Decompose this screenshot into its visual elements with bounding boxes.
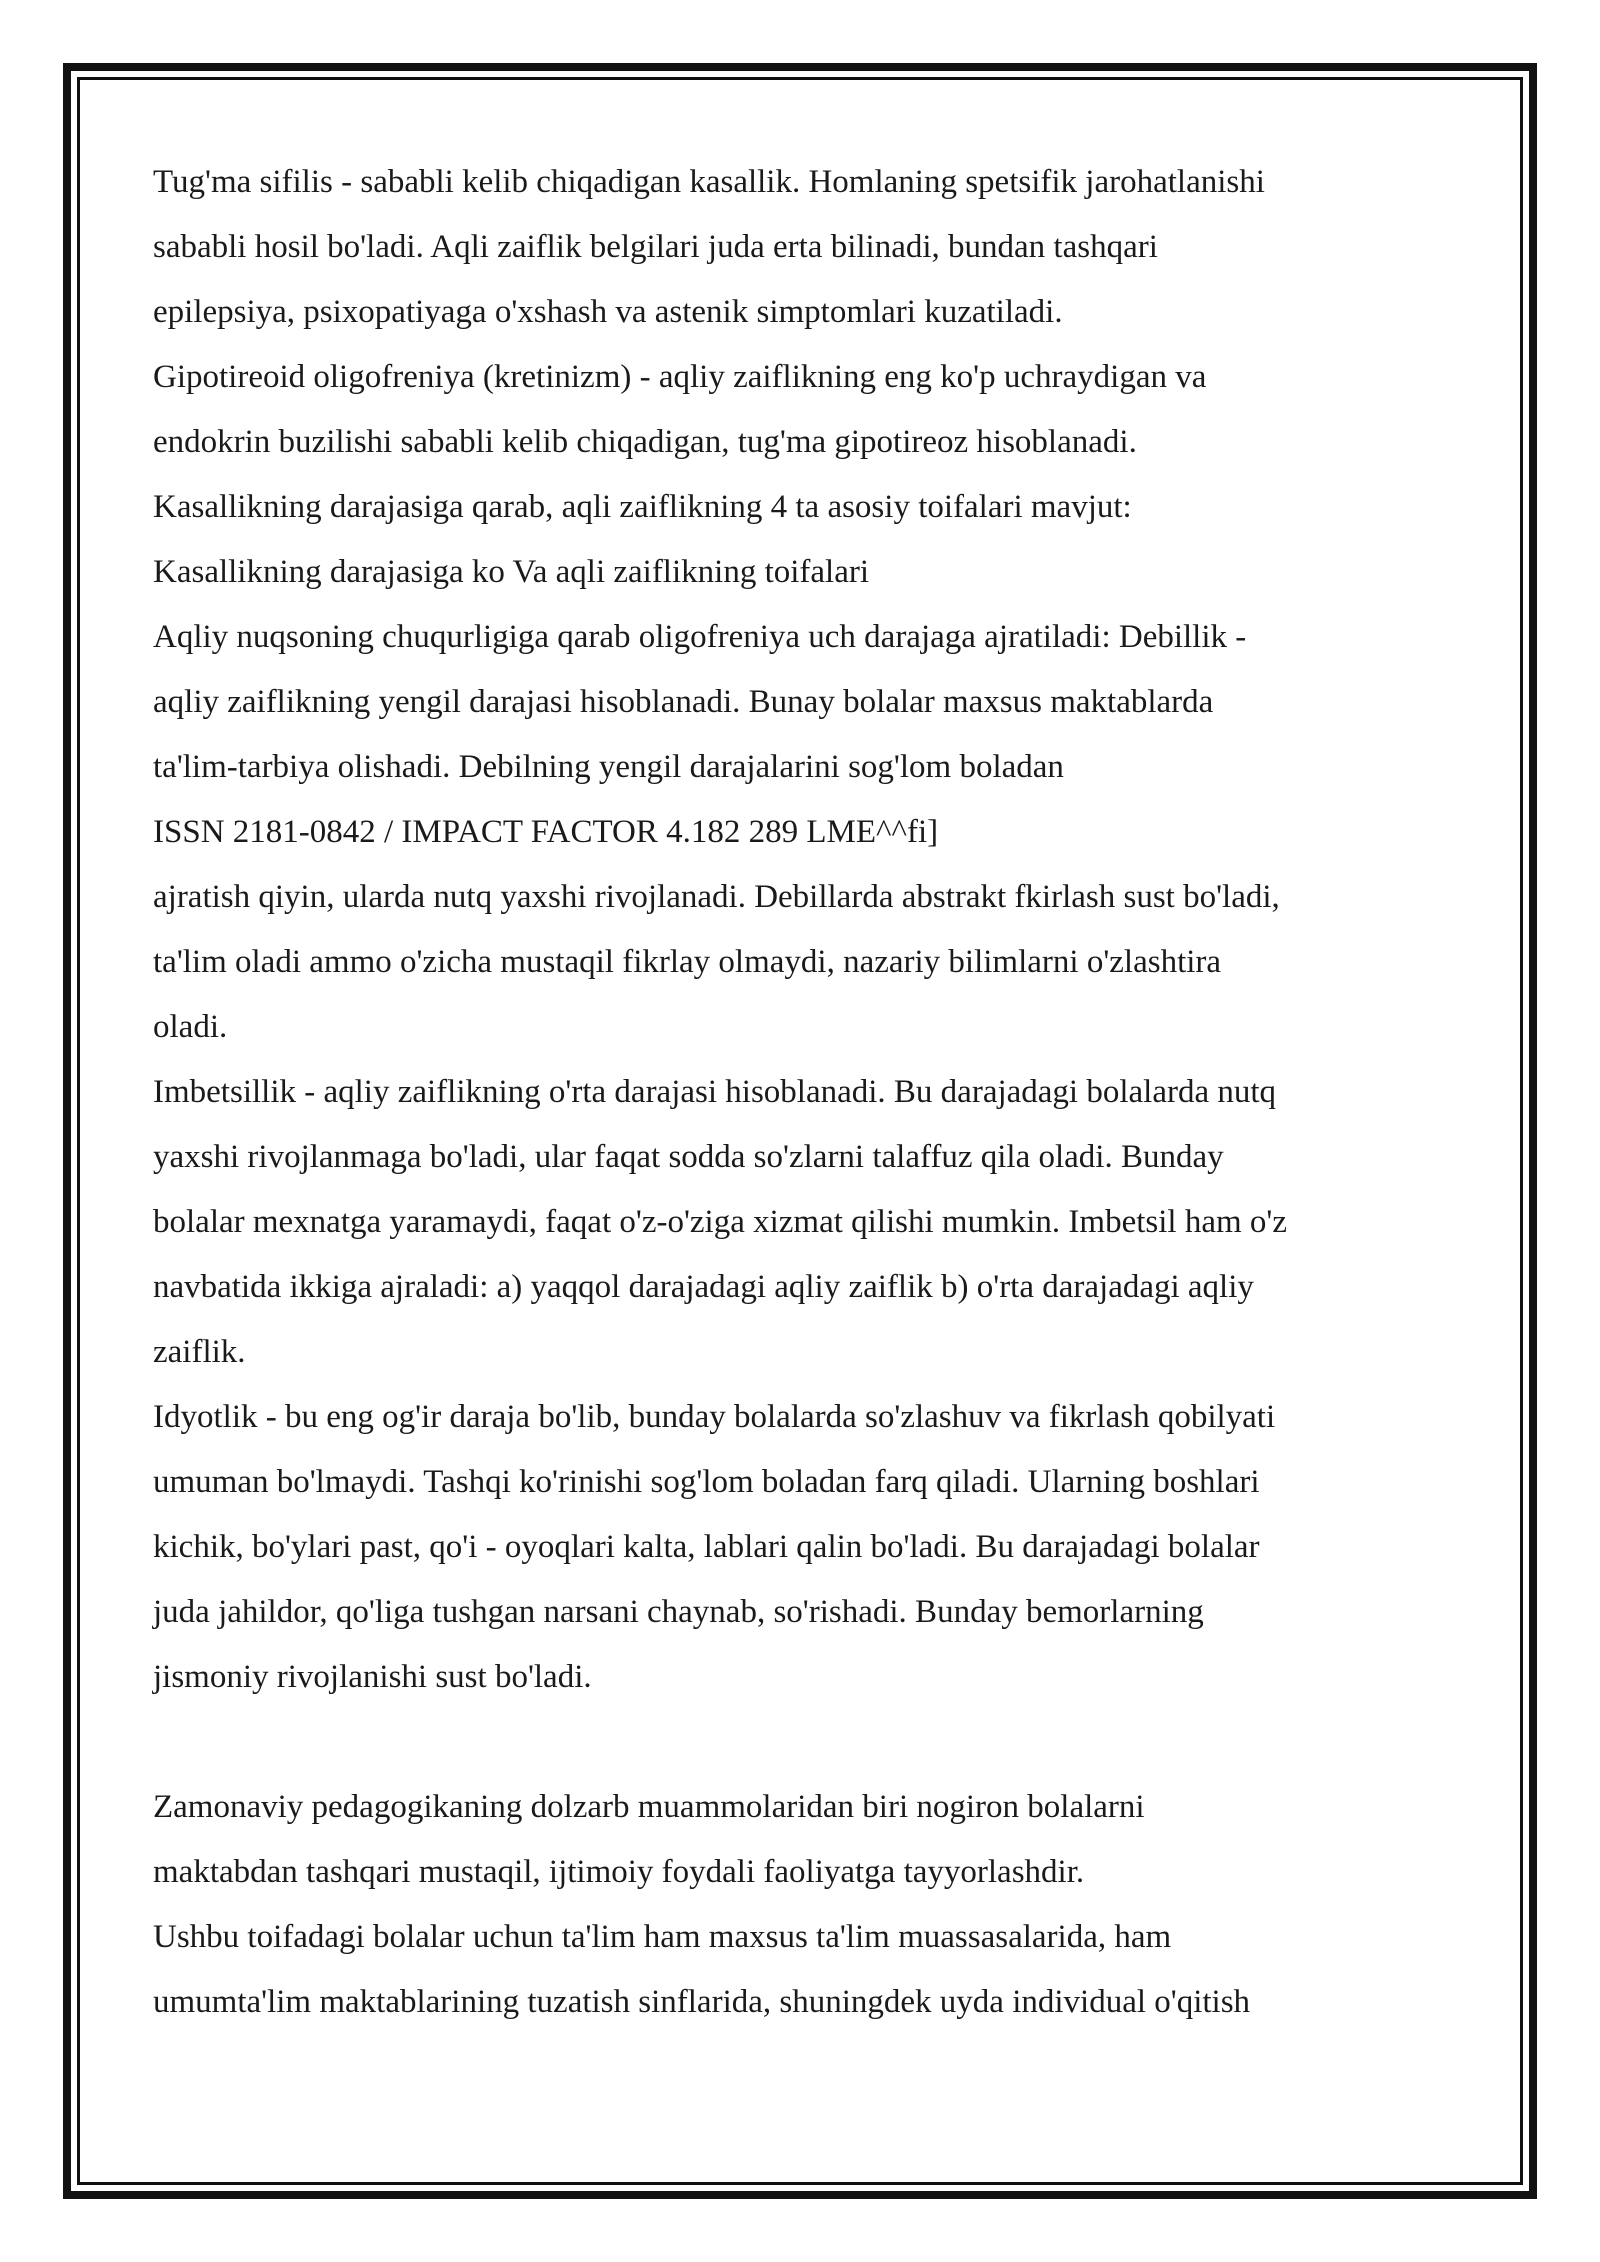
document-body [153,150,1463,2035]
text-line: Ushbu toifadagi bolalar uchun ta'lim ham maxsus ta'lim muassasalarida, ham [153,1919,1172,1955]
text-line: Idyotlik - bu eng og'ir daraja bo'lib, bunday bolalarda so'zlashuv va fikrlash qobilyati [153,1399,1276,1435]
text-line: umumta'lim maktablarining tuzatish sinflarida, shuningdek uyda individual o'qitish [153,1984,1251,2020]
text-line: juda jahildor, qo'liga tushgan narsani chaynab, so'rishadi. Bunday bemorlarning [153,1594,1204,1630]
text-line: ta'lim-tarbiya olishadi. Debilning yengil darajalarini sog'lom boladan [153,749,1064,785]
text-line: maktabdan tashqari mustaqil, ijtimoiy foydali faoliyatga tayyorlashdir. [153,1854,1085,1890]
paragraph-gap [153,1710,1463,1775]
text-line: kichik, bo'ylari past, qo'i - oyoqlari kalta, lablari qalin bo'ladi. Bu darajadagi bolalar [153,1529,1260,1565]
text-line: Kasallikning darajasiga qarab, aqli zaiflikning 4 ta asosiy toifalari mavjut: [153,489,1132,525]
text-line: epilepsiya, psixopatiyaga o'xshash va astenik simptomlari kuzatiladi. [153,294,1063,330]
text-line: ta'lim oladi ammo o'zicha mustaqil fikrlay olmaydi, nazariy bilimlarni o'zlashtira [153,944,1222,980]
text-line: Kasallikning darajasiga ko Va aqli zaiflikning toifalari [153,554,870,590]
text-line: bolalar mexnatga yaramaydi, faqat o'z-o'ziga xizmat qilishi mumkin. Imbetsil ham o'z [153,1204,1287,1240]
text-line: Gipotireoid oligofreniya (kretinizm) - aqliy zaiflikning eng ko'p uchraydigan va [153,359,1207,395]
text-line: endokrin buzilishi sababli kelib chiqadigan, tug'ma gipotireoz hisoblanadi. [153,424,1137,460]
text-line: Aqliy nuqsoning chuqurligiga qarab oligofreniya uch darajaga ajratiladi: Debillik - [153,619,1247,655]
text-line: Imbetsillik - aqliy zaiflikning o'rta darajasi hisoblanadi. Bu darajadagi bolalarda nutq [153,1074,1277,1110]
text-line: zaiflik. [153,1334,246,1370]
text-line: aqliy zaiflikning yengil darajasi hisoblanadi. Bunay bolalar maxsus maktablarda [153,684,1214,720]
text-line: jismoniy rivojlanishi sust bo'ladi. [153,1659,592,1695]
text-line: ajratish qiyin, ularda nutq yaxshi rivojlanadi. Debillarda abstrakt fkirlash sust bo'ladi, [153,879,1280,915]
text-line: Zamonaviy pedagogikaning dolzarb muammolaridan biri nogiron bolalarni [153,1789,1145,1825]
text-line: navbatida ikkiga ajraladi: a) yaqqol darajadagi aqliy zaiflik b) o'rta darajadagi aqliy [153,1269,1254,1305]
text-line: Tug'ma sifilis - sababli kelib chiqadigan kasallik. Homlaning spetsifik jarohatlanishi [153,164,1265,200]
text-line: sababli hosil bo'ladi. Aqli zaiflik belgilari juda erta bilinadi, bundan tashqari [153,229,1158,265]
text-line: yaxshi rivojlanmaga bo'ladi, ular faqat sodda so'zlarni talaffuz qila oladi. Bunday [153,1139,1224,1175]
journal-footer-line: ISSN 2181-0842 / IMPACT FACTOR 4.182 289 LME^^fi] [153,814,939,850]
text-line: umuman bo'lmaydi. Tashqi ko'rinishi sog'lom boladan farq qiladi. Ularning boshlari [153,1464,1260,1500]
text-line: oladi. [153,1009,228,1045]
